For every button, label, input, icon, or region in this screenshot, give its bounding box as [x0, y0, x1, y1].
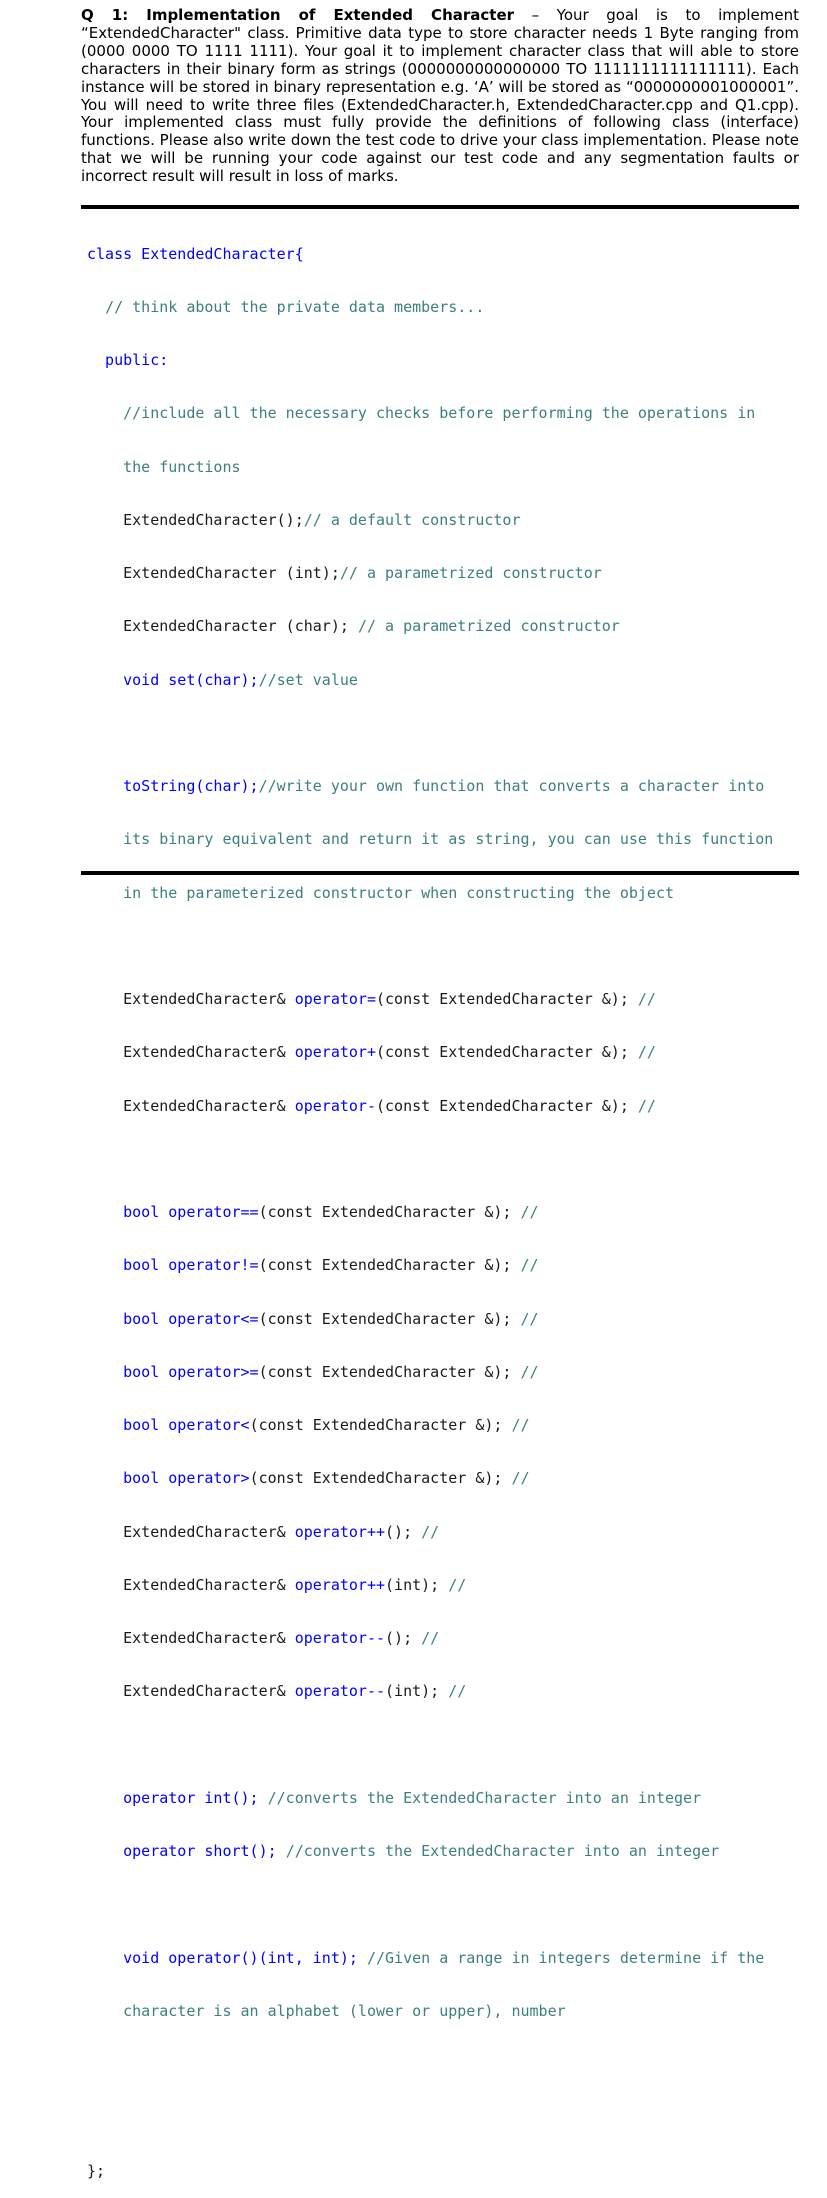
- code-line: [87, 1044, 797, 1062]
- code-comment: the functions: [87, 457, 241, 476]
- code-keyword: operator short();: [87, 1842, 286, 1860]
- code-line: [87, 459, 797, 477]
- code-comment: //: [520, 1203, 539, 1221]
- code-comment: //: [520, 1256, 539, 1275]
- code-comment: // a parametrized constructor: [357, 617, 620, 636]
- code-token: (int);: [385, 1575, 449, 1594]
- code-comment: // a default constructor: [303, 510, 521, 529]
- code-bottom-rule: [81, 871, 799, 875]
- code-line: [87, 1204, 797, 1222]
- code-token: [87, 298, 105, 316]
- question-text: [81, 7, 799, 186]
- code-keyword: operator--: [294, 1682, 386, 1701]
- code-keyword: operator++: [294, 1522, 386, 1541]
- code-keyword: bool operator>=: [87, 1362, 259, 1381]
- code-comment: //: [511, 1469, 530, 1488]
- code-keyword: bool operator!=: [87, 1256, 259, 1275]
- code-keyword: void: [87, 670, 169, 689]
- code-comment: //: [448, 1575, 467, 1594]
- code-comment: //Given a range in integers determine if the: [366, 1948, 765, 1967]
- code-line: [87, 1311, 797, 1329]
- code-line: [87, 2003, 797, 2021]
- code-line: [87, 1364, 797, 1382]
- code-token: ExtendedCharacter (int);: [87, 564, 340, 582]
- code-token: ExtendedCharacter&: [87, 1682, 295, 1701]
- code-token: (const ExtendedCharacter &);: [376, 1043, 638, 1062]
- code-keyword: operator++: [294, 1575, 386, 1594]
- code-token: ExtendedCharacter&: [87, 1629, 295, 1647]
- code-line: [87, 1683, 797, 1701]
- code-keyword: operator int();: [87, 1788, 268, 1807]
- code-token: ExtendedCharacter&: [87, 1043, 295, 1062]
- code-line: [87, 991, 797, 1009]
- code-comment: //: [637, 1043, 656, 1062]
- code-line: [87, 725, 797, 743]
- code-token: set(char);: [168, 670, 259, 689]
- code-token: ExtendedCharacter (char);: [87, 617, 358, 636]
- code-line: [87, 1896, 797, 1914]
- code-comment: //: [637, 1096, 656, 1115]
- code-token: (const ExtendedCharacter &);: [376, 990, 638, 1008]
- code-comment: //converts the ExtendedCharacter into an integer: [267, 1788, 702, 1807]
- code-token: ();: [385, 1522, 422, 1541]
- code-comment: // think about the private data members...: [105, 297, 485, 316]
- code-line: [87, 2109, 797, 2127]
- code-line: [87, 778, 797, 796]
- code-token: ExtendedCharacter&: [87, 1096, 295, 1115]
- code-top-rule: [81, 205, 799, 209]
- code-comment: //: [421, 1522, 440, 1541]
- code-keyword: bool operator<=: [87, 1309, 259, 1328]
- code-comment: //write your own function that converts a character into: [258, 777, 765, 795]
- code-line: [87, 1843, 797, 1861]
- code-comment: //: [520, 1362, 539, 1381]
- code-token: (const ExtendedCharacter &);: [376, 1096, 638, 1115]
- code-keyword: operator-: [294, 1096, 376, 1115]
- code-comment: //: [520, 1309, 539, 1328]
- code-line: [87, 618, 797, 636]
- code-line: [87, 938, 797, 956]
- code-line: [87, 2163, 797, 2181]
- question-body: – Your goal is to implement “ExtendedCharacter" class. Primitive data type to store character needs 1 Byte ranging from (0000 0000 TO 1111 1111). Your goal it to implement character class that will able to store characters in their binary form as strings (0000000000000000 TO 1111111111111111). Each instance will be stored in binary representation e.g. ‘A’ will be stored as “0000000001000001”. You will need to write three files (ExtendedCharacter.h, ExtendedCharacter.cpp and Q1.cpp). Your implemented class must fully provide the definitions of following class (interface) functions. Please also write down the test code to drive your class implementation. Please note that we will be running your code against our test code and any segmentation faults or incorrect result will result in loss of marks.: [81, 6, 799, 186]
- code-keyword: operator+: [294, 1043, 376, 1062]
- code-line: [87, 831, 797, 849]
- code-block: [87, 210, 797, 2198]
- code-comment: in the parameterized constructor when constructing the object: [87, 883, 674, 902]
- code-token: public:: [87, 351, 169, 369]
- code-line: [87, 246, 797, 264]
- code-token: (const ExtendedCharacter &);: [249, 1469, 512, 1488]
- code-token: ();: [385, 1629, 422, 1647]
- code-line: [87, 1151, 797, 1169]
- code-line: [87, 672, 797, 690]
- code-line: [87, 885, 797, 903]
- code-comment: //: [421, 1629, 440, 1647]
- code-line: [87, 1417, 797, 1435]
- code-token: };: [87, 2161, 106, 2180]
- code-line: [87, 352, 797, 370]
- code-token: (const ExtendedCharacter &);: [258, 1256, 521, 1275]
- code-token: ExtendedCharacter&: [87, 990, 295, 1008]
- code-token: (const ExtendedCharacter &);: [258, 1309, 521, 1328]
- code-keyword: bool operator==: [87, 1203, 259, 1221]
- code-line: [87, 1577, 797, 1595]
- code-line: [87, 1098, 797, 1116]
- code-token: (const ExtendedCharacter &);: [258, 1203, 521, 1221]
- code-comment: //: [448, 1682, 467, 1701]
- code-keyword: void operator()(int, int);: [87, 1948, 367, 1967]
- code-token: (const ExtendedCharacter &);: [258, 1362, 521, 1381]
- code-line: [87, 1737, 797, 1755]
- code-comment: //set value: [258, 670, 358, 689]
- code-line: [87, 2056, 797, 2074]
- code-token: (const ExtendedCharacter &);: [249, 1416, 512, 1434]
- code-keyword: operator--: [294, 1629, 386, 1647]
- code-line: [87, 299, 797, 317]
- code-line: [87, 1950, 797, 1968]
- code-line: [87, 405, 797, 423]
- code-token: class ExtendedCharacter{: [87, 244, 304, 263]
- code-line: [87, 512, 797, 530]
- code-token: (int);: [385, 1682, 449, 1701]
- code-comment: //: [511, 1416, 530, 1434]
- code-comment: character is an alphabet (lower or upper), number: [87, 2001, 566, 2020]
- code-token: ExtendedCharacter&: [87, 1575, 295, 1594]
- code-token: ExtendedCharacter&: [87, 1522, 295, 1541]
- code-comment: //include all the necessary checks before performing the operations in: [87, 404, 756, 423]
- code-line: [87, 1470, 797, 1488]
- code-comment: its binary equivalent and return it as string, you can use this function: [87, 830, 774, 849]
- code-line: [87, 1257, 797, 1275]
- code-keyword: bool operator>: [87, 1469, 250, 1488]
- code-keyword: toString(char);: [87, 777, 259, 795]
- code-line: [87, 565, 797, 583]
- code-token: ExtendedCharacter();: [87, 510, 304, 529]
- code-comment: //converts the ExtendedCharacter into an integer: [285, 1842, 720, 1860]
- question-heading: Q 1: Implementation of Extended Character: [81, 6, 515, 24]
- code-line: [87, 1524, 797, 1542]
- code-comment: //: [637, 990, 656, 1008]
- code-keyword: operator=: [294, 990, 376, 1008]
- code-keyword: bool operator<: [87, 1416, 250, 1434]
- code-line: [87, 1630, 797, 1648]
- code-line: [87, 1790, 797, 1808]
- code-comment: // a parametrized constructor: [339, 564, 602, 582]
